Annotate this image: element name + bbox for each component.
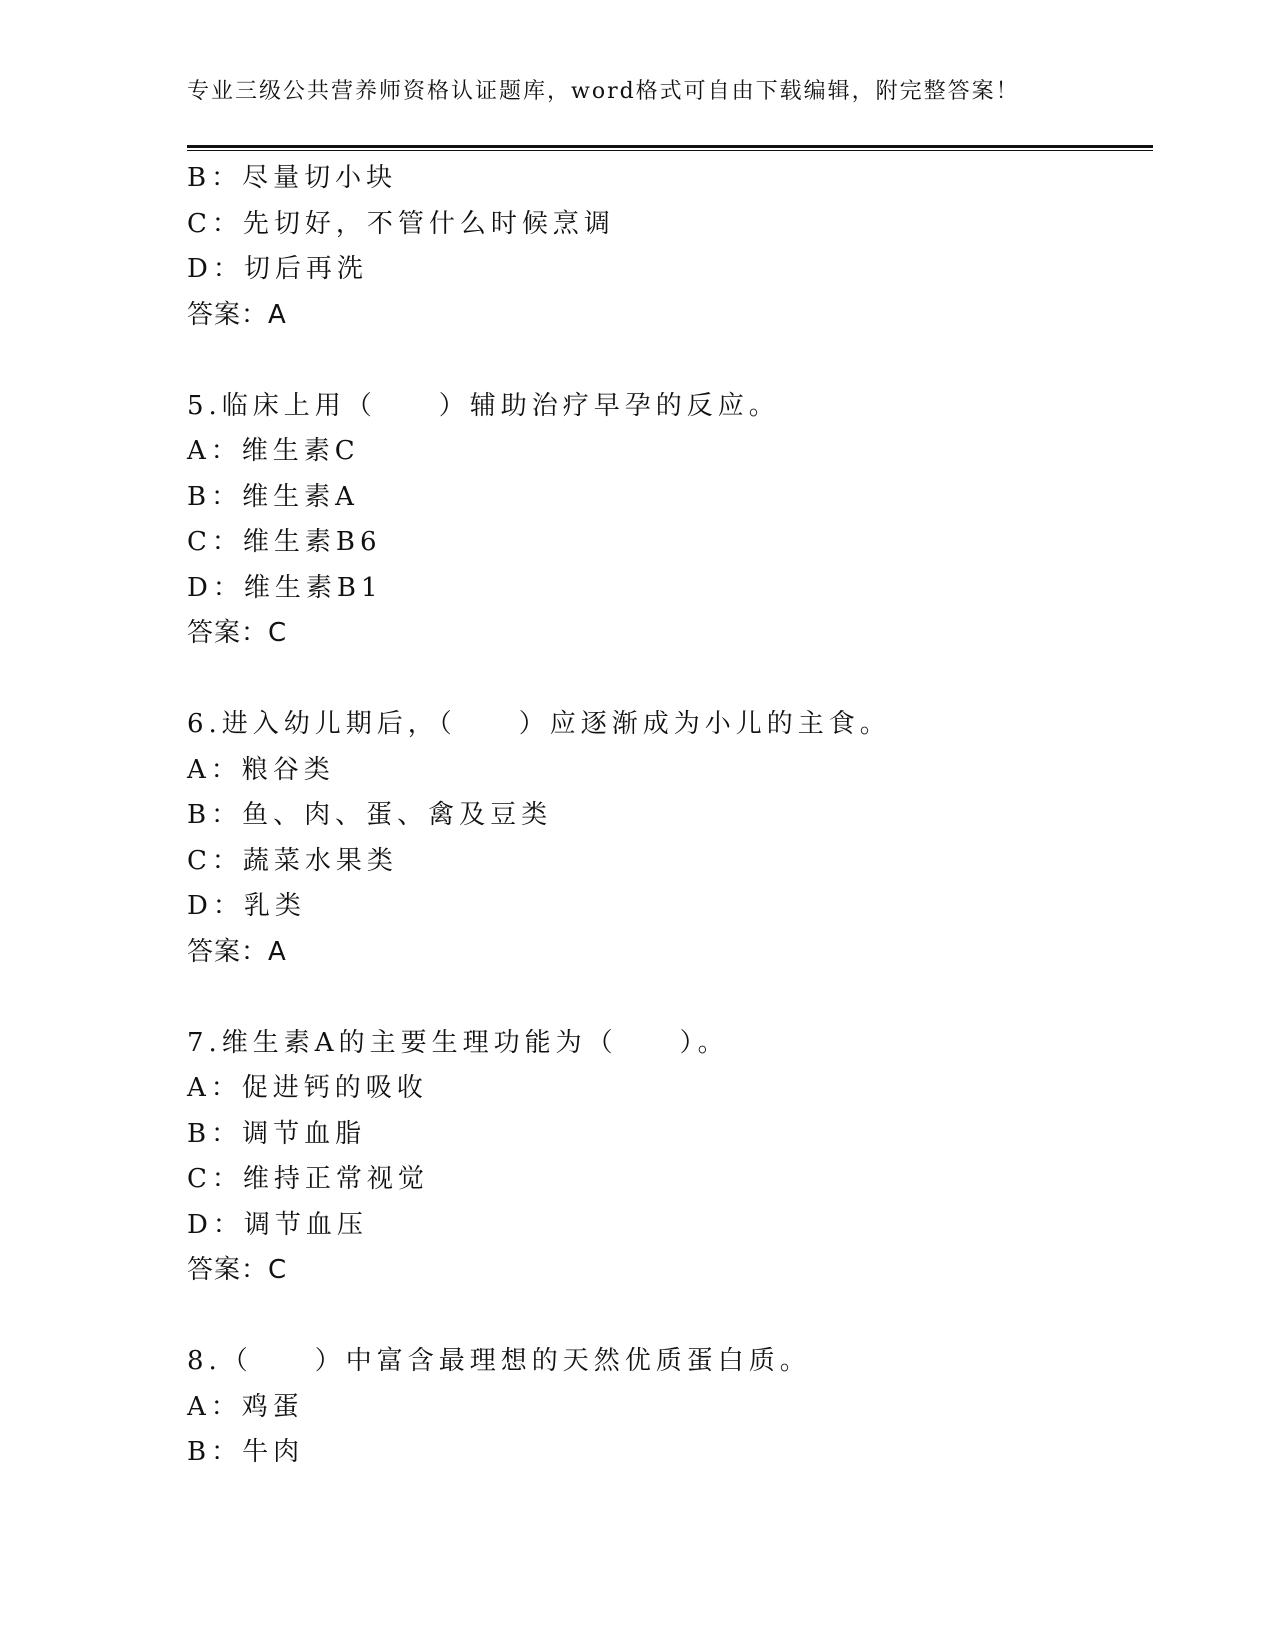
option-b: B：调节血脂 — [187, 1118, 367, 1149]
question-block-6 — [187, 702, 1147, 975]
question-stem: 5.临床上用（ ）辅助治疗早孕的反应。 — [187, 390, 780, 421]
header-rule-thin — [187, 150, 1153, 151]
question-block-5 — [187, 384, 1147, 657]
option-b: B：鱼、肉、蛋、禽及豆类 — [187, 800, 553, 830]
answer-line: 答案：A — [187, 299, 287, 330]
spacer — [187, 338, 1147, 384]
question-stem: 8.（ ）中富含最理想的天然优质蛋白质。 — [187, 1346, 811, 1376]
option-d: D：调节血压 — [187, 1209, 368, 1240]
question-block-4 — [187, 156, 1147, 338]
option-c: C：维持正常视觉 — [187, 1164, 429, 1194]
header-rule-thick — [187, 145, 1153, 148]
question-stem: 7.维生素A的主要生理功能为（ ）。 — [187, 1027, 729, 1058]
answer-line: 答案：C — [187, 618, 288, 648]
spacer — [187, 975, 1147, 1021]
option-a: A：鸡蛋 — [187, 1391, 304, 1422]
question-list — [187, 156, 1147, 1476]
option-b: B：牛肉 — [187, 1437, 305, 1467]
option-a: A：维生素C — [187, 436, 360, 466]
question-stem: 6.进入幼儿期后，（ ）应逐渐成为小儿的主食。 — [187, 709, 891, 739]
question-block-7 — [187, 1021, 1147, 1294]
option-b: B：维生素A — [187, 481, 359, 512]
option-b: B：尽量切小块 — [187, 163, 398, 193]
option-c: C：维生素B6 — [187, 527, 382, 557]
document-header: 专业三级公共营养师资格认证题库，word格式可自由下载编辑，附完整答案！ — [187, 79, 1020, 104]
option-c: C：蔬菜水果类 — [187, 845, 398, 876]
option-d: D：乳类 — [187, 891, 306, 921]
option-a: A：促进钙的吸收 — [187, 1073, 428, 1103]
answer-line: 答案：C — [187, 1255, 288, 1285]
spacer — [187, 657, 1147, 703]
option-a: A：粮谷类 — [187, 754, 335, 785]
spacer — [187, 1294, 1147, 1340]
option-c: C：先切好，不管什么时候烹调 — [187, 208, 615, 239]
option-d: D：切后再洗 — [187, 254, 368, 284]
question-block-8 — [187, 1339, 1147, 1476]
option-d: D：维生素B1 — [187, 572, 383, 603]
answer-line: 答案：A — [187, 936, 287, 967]
